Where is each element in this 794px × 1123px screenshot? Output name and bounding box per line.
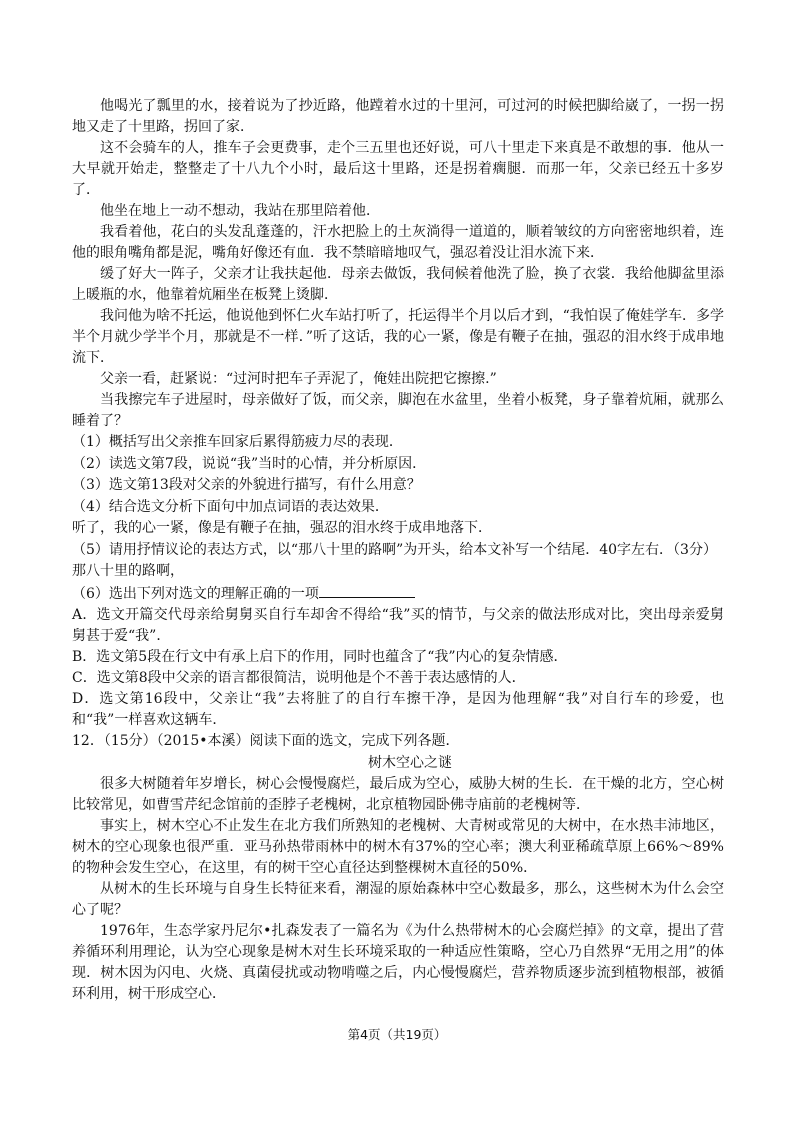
- story-paragraph-7: 父亲一看，赶紧说：“过河时把车子弄泥了，俺娃出院把它擦擦.”: [100, 371, 497, 387]
- story-paragraph-8: 当我擦完车子进屋时，母亲做好了饭，而父亲，脚泡在水盆里，坐着小板凳，身子靠着炕厢，就那么睡着了？: [72, 392, 724, 429]
- question-4: （4）结合选文分析下面句中加点词语的表达效果．: [72, 498, 389, 515]
- article-paragraph-1: 很多大树随着年岁增长，树心会慢慢腐烂，最后成为空心，威胁大树的生长．在干燥的北方，空心树比较常见，如曹雪芹纪念馆前的歪脖子老槐树，北京植物园卧佛寺庙前的老槐树等．: [72, 775, 724, 813]
- story-paragraph-5: 缓了好大一阵子，父亲才让我扶起他．母亲去做饭，我伺候着他洗了脸，换了衣裳．我给他脚盆里添上暖瓶的水，他靠着炕厢坐在板凳上烫脚．: [72, 266, 724, 303]
- story-paragraph-2: 这不会骑车的人，推车子会更费事，走个三五里也还好说，可八十里走下来真是不敢想的事．他从一大早就开始走，整整走了十八九个小时，最后这十里路，还是拐着瘸腿．而那一年，父亲已经五十多岁了．: [72, 140, 724, 198]
- choice-a: A．选文开篇交代母亲给舅舅买自行车却舍不得给“我”买的情节，与父亲的做法形成对比，突出母亲爱舅舅甚于爱“我”．: [72, 607, 724, 644]
- story-paragraph-3: 他坐在地上一动不想动，我站在那里陪着他．: [100, 203, 380, 219]
- choice-c: C．选文第8段中父亲的语言都很简洁，说明他是个不善于表达感情的人．: [72, 670, 526, 686]
- story-paragraph-4: 我看着他，花白的头发乱蓬蓬的，汗水把脸上的土灰淌得一道道的，顺着皱纹的方向密密地织着，连他的眼角嘴角都是泥，嘴角好像还有血．我不禁暗暗地叹气，强忍着没让泪水流下来．: [72, 224, 724, 261]
- choice-b: B．选文第5段在行文中有承上启下的作用，同时也蕴含了“我”内心的复杂情感．: [72, 649, 568, 665]
- choice-d: D．选文第16段中，父亲让“我”去将脏了的自行车擦干净，是因为他理解“我”对自行车的珍爱，也和“我”一样喜欢这辆车．: [72, 691, 724, 728]
- article-paragraph-3: 从树木的生长环境与自身生长特征来看，潮湿的原始森林中空心数最多，那么，这些树木为什么会空心了呢？: [72, 880, 724, 918]
- question-1: （1）概括写出父亲推车回家后累得筋疲力尽的表现．: [72, 434, 403, 450]
- page-content: [72, 96, 724, 1005]
- question-4-sentence: 听了，我的心一紧，像是有鞭子在抽，强忍的泪水终于成串地落下．: [72, 520, 492, 536]
- article-paragraph-4: 1976年，生态学家丹尼尔•扎森发表了一篇名为《为什么热带树木的心会腐烂掉》的文章，提出了营养循环利用理论，认为空心现象是树木对生长环境采取的一种适应性策略，空心乃自然界“无用之用”的体现．树木因为闪电、火烧、真菌侵扰或动物啃噬之后，内心慢慢腐烂，营养物质逐步流到植物根部，被循环利用，树干形成空心．: [72, 922, 724, 1002]
- answer-blank: [319, 583, 415, 598]
- story-paragraph-6: 我问他为啥不托运，他说他到怀仁火车站打听了，托运得半个月以后才到，“我怕误了俺娃学车．多学半个月就少学半个月，那就是不一样．”听了这话，我的心一紧，像是有鞭子在抽，强忍的泪水终于成串地流下．: [72, 308, 724, 366]
- article-title: 树木空心之谜: [368, 754, 452, 771]
- question-12-header: 12．（15分）（2015•本溪）阅读下面的选文，完成下列各题．: [72, 733, 460, 749]
- question-5-prompt: 那八十里的路啊，: [72, 563, 184, 579]
- question-2: （2）读选文第7段，说说“我”当时的心情，并分析原因．: [72, 455, 427, 472]
- question-6: [72, 583, 724, 606]
- question-5: （5）请用抒情议论的表达方式，以“那八十里的路啊”为开头，给本文补写一个结尾．40字左右．（3分）: [72, 541, 717, 558]
- question-6-stem: （6）选出下列对选文的理解正确的一项: [72, 585, 319, 602]
- story-paragraph-1: 他喝光了瓢里的水，接着说为了抄近路，他蹚着水过的十里河，可过河的时候把脚给崴了，一拐一拐地又走了十里路，拐回了家．: [72, 98, 724, 135]
- page-footer: 第4页（共19页）: [347, 1027, 447, 1042]
- article-paragraph-2: 事实上，树木空心不止发生在北方我们所熟知的老槐树、大青树或常见的大树中，在水热丰沛地区，树木的空心现象也很严重．亚马孙热带雨林中的树木有37%的空心率；澳大利亚稀疏草原上66%～89%的物种会发生空心，在这里，有的树干空心直径达到整棵树木直径的50%．: [72, 817, 724, 876]
- question-3: （3）选文第13段对父亲的外貌进行描写，有什么用意？: [72, 477, 421, 493]
